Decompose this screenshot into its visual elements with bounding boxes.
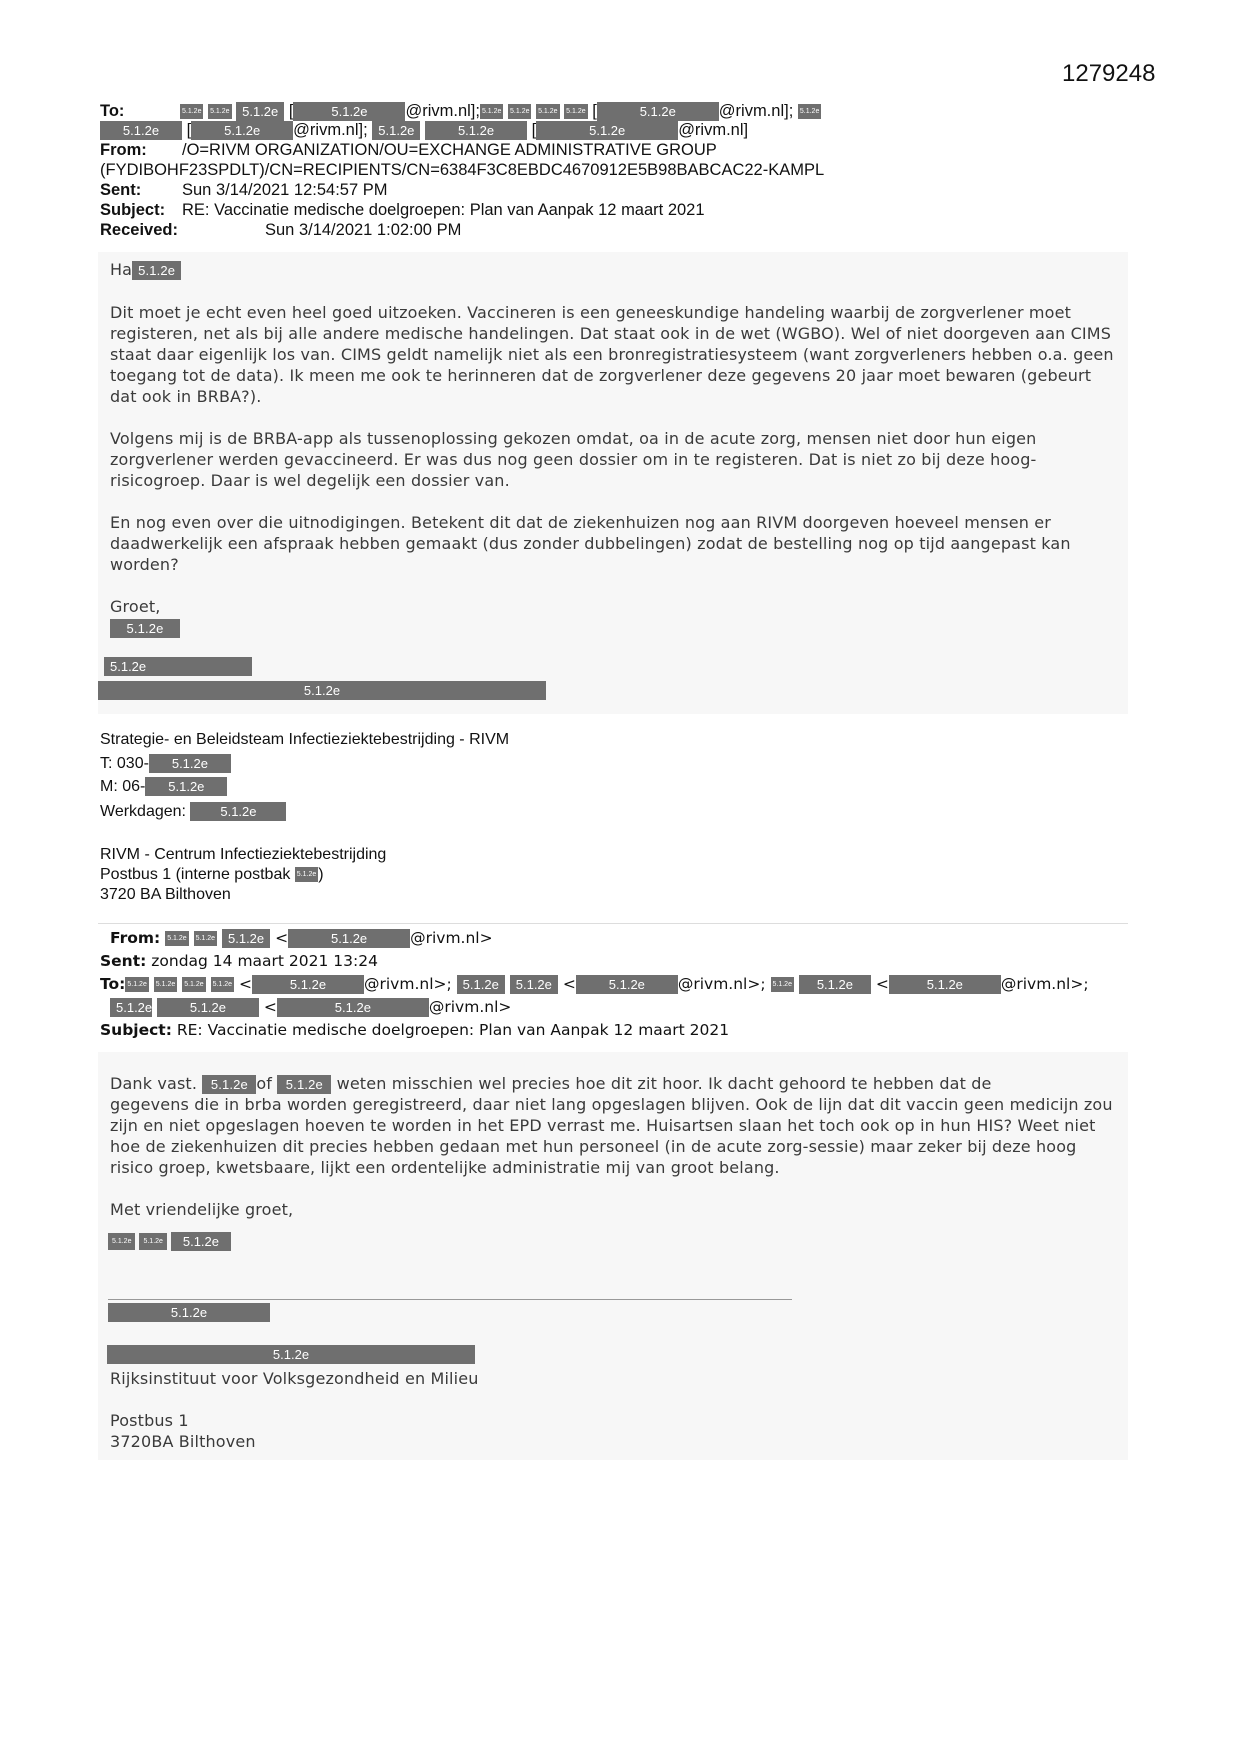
redaction-block: 5.1.2e <box>293 102 405 121</box>
message2-department-redacted <box>107 1345 475 1364</box>
redaction-block: 5.1.2e <box>132 261 181 280</box>
message2-to: To: 5.1.2e 5.1.2e 5.1.2e 5.1.2e < 5.1.2e @rivm.nl>; 5.1.2e 5.1.2e < 5.1.2e @rivm.nl>; 5.1.2e 5.1.2e < 5.1.2e @rivm.nl>; <box>100 975 1089 993</box>
redaction-block: 5.1.2e <box>110 619 180 638</box>
paragraph: Dit moet je echt even heel goed uitzoeken. Vaccineren is een geneeskundige handeling waarbij de zorgverlener moet registeren, net als bij alle andere medische handelingen. Dat staat ook in de wet (WGBO). Wel of niet doorgeven aan CIMS staat daar eigenlijk los van. CIMS geldt namelijk niet als een bronregistratiesysteem (want zorgverleners hebben o.a. geen toegang tot de data). Ik meen me ook te herinneren dat de zorgverlener deze gegevens 20 jaar moet bewaren (gebeurt dat ook in BRBA?). <box>110 303 1114 406</box>
redaction-block: 5.1.2e <box>277 1075 331 1094</box>
signature-postbus: Postbus 1 (interne postbak 5.1.2e ) <box>100 866 324 883</box>
closing: Groet, <box>110 597 161 616</box>
redaction-block: 5.1.2e <box>190 802 286 821</box>
redaction-block: 5.1.2e <box>108 1233 135 1250</box>
message2-subject: Subject: RE: Vaccinatie medische doelgroepen: Plan van Aanpak 12 maart 2021 <box>100 1021 730 1039</box>
redaction-block: 5.1.2e <box>480 104 503 119</box>
redaction-block: 5.1.2e <box>510 975 558 994</box>
redaction-block: 5.1.2e <box>171 1232 231 1251</box>
redaction-block: 5.1.2e <box>277 998 429 1017</box>
header-sent: Sent: Sun 3/14/2021 12:54:57 PM <box>100 181 388 199</box>
header-to-line-1: To: 5.1.2e 5.1.2e 5.1.2e [ 5.1.2e @rivm.nl]; 5.1.2e 5.1.2e 5.1.2e 5.1.2e [ 5.1.2e @rivm.nl]; 5.1.2e <box>100 102 820 120</box>
redaction-block: 5.1.2e <box>771 977 794 992</box>
redaction-block: 5.1.2e <box>288 929 410 948</box>
redaction-block: 5.1.2e <box>202 1075 256 1094</box>
message2-title-redacted <box>108 1303 270 1322</box>
redaction-block: 5.1.2e <box>191 121 293 140</box>
paragraph: Volgens mij is de BRBA-app als tussenoplossing gekozen omdat, oa in de acute zorg, mensen niet door hun eigen zorgverlener werden gevaccineerd. Er was dus nog geen dossier om in te registeren. Dat is niet zo bij deze hoog-risicogroep. Daar is wel degelijk een dossier van. <box>110 429 1037 490</box>
signature-mobile: M: 06- 5.1.2e <box>100 777 227 797</box>
redaction-block: 5.1.2e <box>508 104 531 119</box>
redaction-block: 5.1.2e <box>154 977 177 992</box>
redaction-block: 5.1.2e <box>372 121 420 140</box>
redaction-block: 5.1.2e <box>107 1345 475 1364</box>
message2-institute: Rijksinstituut voor Volksgezondheid en Milieu <box>110 1369 479 1388</box>
redaction-block: 5.1.2e <box>180 104 203 119</box>
signature-phone: T: 030- 5.1.2e <box>100 754 231 774</box>
redaction-block: 5.1.2e <box>536 121 678 140</box>
redaction-block: 5.1.2e <box>139 1233 166 1250</box>
message2-sent: Sent: zondag 14 maart 2021 13:24 <box>100 952 378 970</box>
message2-sender-redacted <box>108 1232 231 1251</box>
redaction-block: 5.1.2e <box>236 102 284 121</box>
redaction-block: 5.1.2e <box>104 657 252 676</box>
signature-team: Strategie- en Beleidsteam Infectieziektebestrijding - RIVM <box>100 731 510 748</box>
sender-title-redacted <box>98 681 546 700</box>
message2-body: Dank vast. 5.1.2e of 5.1.2e weten misschien wel precies hoe dit zit hoor. Ik dacht gehoord te hebben dat de gegevens die in brba worden geregistreerd, daar niet lang opgeslagen blijven. Ook de lijn dat dit vaccin geen medicijn zou zijn en niet opgeslagen hoeven te worden in het EPD verrast me. Huisartsen slaan het toch ook op in hun HIS? Weet niet hoe de ziekenhuizen dit precies hebben gedaan met hun personeel (in de acute zorg-sessie) maar zeker bij deze hoog risico groep, kwetsbaare, lijkt een ordentelijke administratie mij van groot belang. Met vriendelijke groet, <box>110 1073 1120 1220</box>
redaction-block: 5.1.2e <box>295 867 318 882</box>
redaction-block: 5.1.2e <box>125 977 148 992</box>
header-to-line-2: 5.1.2e [ 5.1.2e @rivm.nl]; 5.1.2e 5.1.2e [ 5.1.2e @rivm.nl] <box>100 120 748 140</box>
redaction-block: 5.1.2e <box>165 931 188 946</box>
redaction-block: 5.1.2e <box>252 975 364 994</box>
redaction-block: 5.1.2e <box>576 975 678 994</box>
redaction-block: 5.1.2e <box>149 754 231 773</box>
redaction-block: 5.1.2e <box>564 104 587 119</box>
redaction-block: 5.1.2e <box>457 975 505 994</box>
redaction-block: 5.1.2e <box>108 1303 270 1322</box>
sender-name-redacted <box>104 657 252 676</box>
message2-to-continued: 5.1.2e 5.1.2e < 5.1.2e @rivm.nl> <box>110 997 511 1017</box>
redaction-block: 5.1.2e <box>182 977 205 992</box>
message2-from: From: 5.1.2e 5.1.2e 5.1.2e < 5.1.2e @rivm.nl> <box>110 929 493 947</box>
greeting: Ha 5.1.2e <box>110 259 181 280</box>
redaction-block: 5.1.2e <box>100 121 182 140</box>
redaction-block: 5.1.2e <box>145 777 227 796</box>
redaction-block: 5.1.2e <box>211 977 234 992</box>
header-subject: Subject: RE: Vaccinatie medische doelgroepen: Plan van Aanpak 12 maart 2021 <box>100 201 705 219</box>
redaction-block: 5.1.2e <box>98 681 546 700</box>
signature-workdays: Werkdagen: 5.1.2e <box>100 802 286 822</box>
redaction-block: 5.1.2e <box>425 121 527 140</box>
signature-org: RIVM - Centrum Infectieziektebestrijding <box>100 846 387 863</box>
header-from-continued: (FYDIBOHF23SPDLT)/CN=RECIPIENTS/CN=6384F3C8EBDC4670912E5B98BABCAC22-KAMPL <box>100 161 825 179</box>
redaction-block: 5.1.2e <box>889 975 1001 994</box>
redaction-block: 5.1.2e <box>110 998 152 1017</box>
redaction-block: 5.1.2e <box>157 998 259 1017</box>
redaction-block: 5.1.2e <box>194 931 217 946</box>
closing: Met vriendelijke groet, <box>110 1200 294 1219</box>
message2-postbus: Postbus 1 <box>110 1411 189 1430</box>
redaction-block: 5.1.2e <box>536 104 559 119</box>
redaction-block: 5.1.2e <box>222 929 270 948</box>
redaction-block: 5.1.2e <box>597 102 719 121</box>
header-received: Received: Sun 3/14/2021 1:02:00 PM <box>100 221 462 239</box>
redaction-block: 5.1.2e <box>798 104 821 119</box>
redaction-block: 5.1.2e <box>799 975 871 994</box>
message2-city: 3720BA Bilthoven <box>110 1432 256 1451</box>
document-number: 1279248 <box>1062 60 1156 87</box>
divider <box>98 923 1128 924</box>
header-from: From: /O=RIVM ORGANIZATION/OU=EXCHANGE ADMINISTRATIVE GROUP <box>100 141 717 159</box>
paragraph: gegevens die in brba worden geregistreerd, daar niet lang opgeslagen blijven. Ook de lijn dat dit vaccin geen medicijn zou zijn en niet opgeslagen hoeven te worden in het EPD verrast me. Huisartsen slaan het toch ook op in hun HIS? Weet niet hoe de ziekenhuizen dit precies hebben gedaan met hun personeel (in de acute zorg-sessie) maar zeker bij deze hoog risico groep, kwetsbaare, lijkt een ordentelijke administratie mij van groot belang. <box>110 1095 1113 1177</box>
redaction-block: 5.1.2e <box>208 104 231 119</box>
message-body <box>110 302 1120 638</box>
signature-rule <box>108 1299 792 1300</box>
paragraph: En nog even over die uitnodigingen. Betekent dit dat de ziekenhuizen nog aan RIVM doorgeven hoeveel mensen er daadwerkelijk een afspraak hebben gemaakt (dus zonder dubbelingen) zodat de bestelling nog op tijd aangepast kan worden? <box>110 513 1071 574</box>
signature-city: 3720 BA Bilthoven <box>100 886 231 903</box>
